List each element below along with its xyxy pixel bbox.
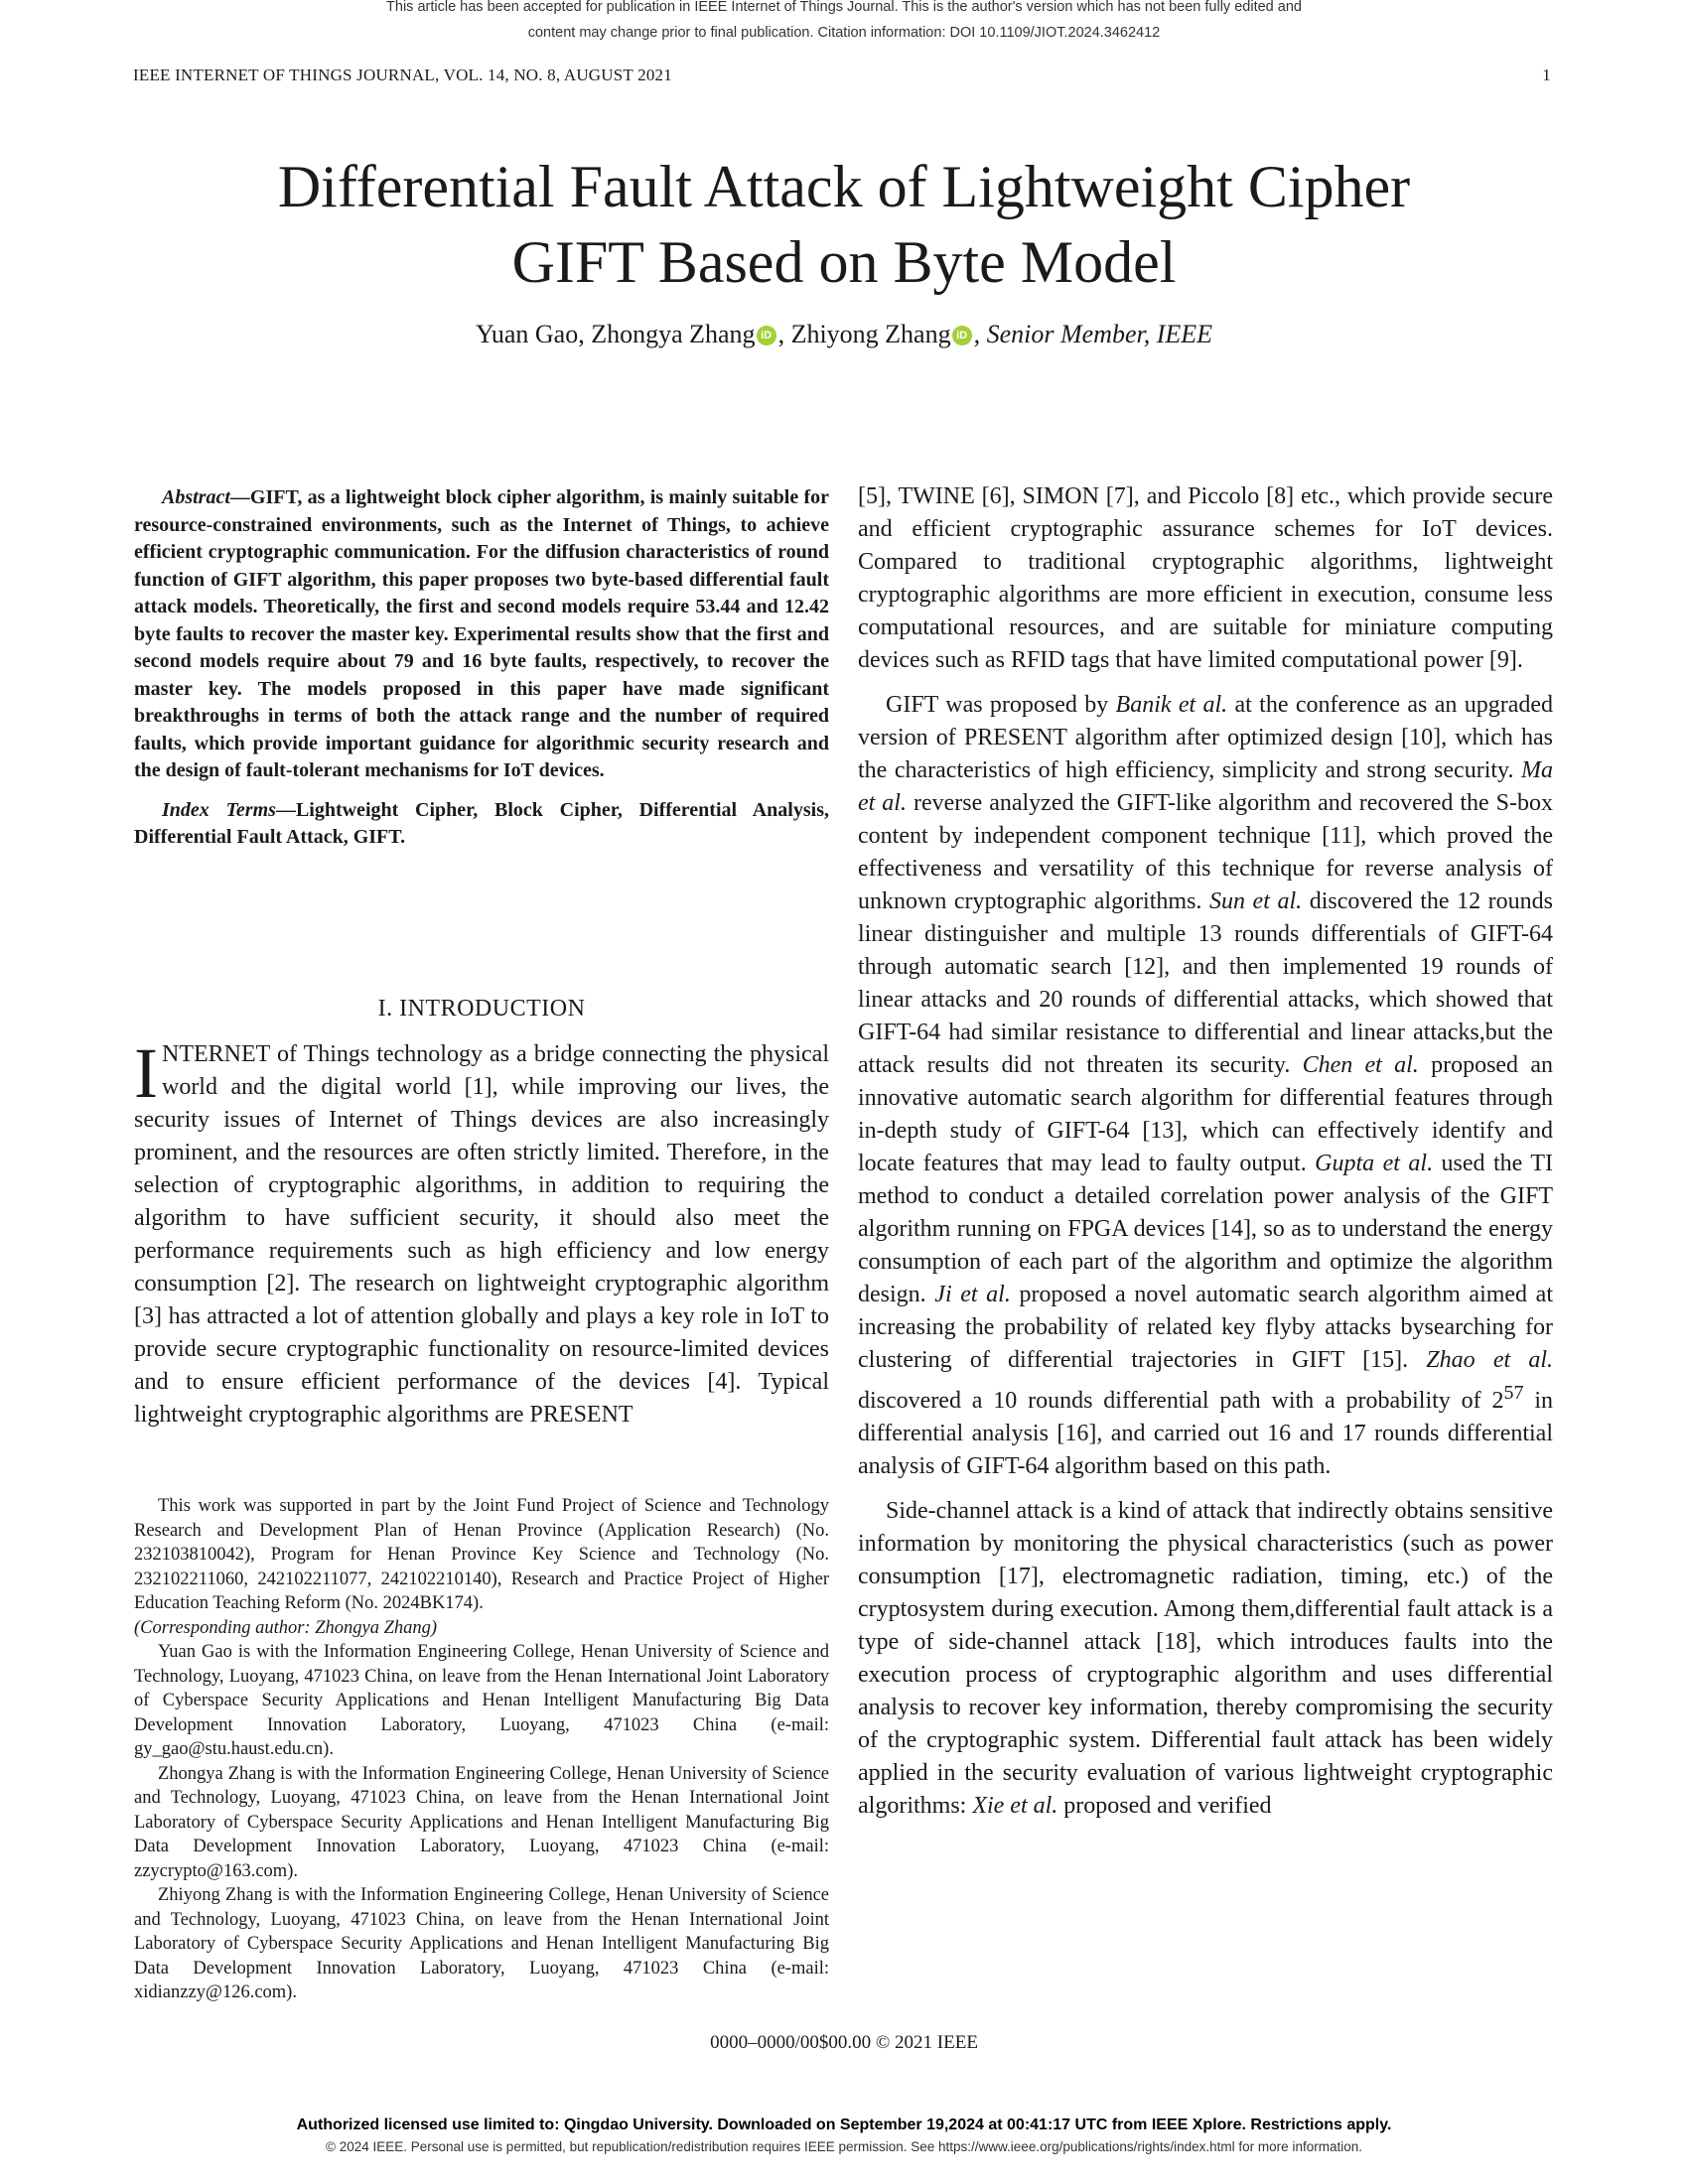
copyright-line: 0000–0000/00$00.00 © 2021 IEEE <box>710 2032 978 2053</box>
abstract-label: Abstract <box>162 486 230 508</box>
text-span: proposed and verified <box>1057 1793 1272 1819</box>
title-line-1: Differential Fault Attack of Lightweight Cipher <box>277 154 1411 219</box>
author-role: , Senior Member, IEEE <box>973 320 1213 348</box>
right-column-body <box>858 480 1553 1823</box>
notice-line-2: content may change prior to final publication. Citation information: DOI 10.1109/JIOT.2024.3462412 <box>527 25 1161 41</box>
text-span: discovered the 12 rounds linear distinguisher and multiple 13 rounds differentials of GIFT-64 through automatic search [12], and then implemented 19 rounds of linear attacks and 20 rounds of differential attacks, which showed that GIFT-64 had similar resistance to differential and linear attacks,but the attack results did not threaten its security. <box>858 888 1554 1078</box>
paper-title <box>0 149 1688 300</box>
text-span: Side-channel attack is a kind of attack that indirectly obtains sensitive information by monitoring the physical characteristics (such as power consumption [17], electromagnetic radiation, timing, etc.) of the cryptosystem during execution. Among them,differential fault attack is a type of side-channel attack [18], which introduces faults into the execution process of cryptographic algorithm and uses differential analysis to recover key information, thereby compromising the security of the cryptographic system. Differential fault attack has been widely applied in the security evaluation of various lightweight cryptographic algorithms: <box>858 1498 1553 1819</box>
orcid-icon[interactable]: iD <box>757 326 776 345</box>
author-affiliation-3: Zhiyong Zhang is with the Information Engineering College, Henan University of Science and Technology, Luoyang, 471023 China, on leave from the Henan International Joint Laboratory of Cyberspace Security Applications and Henan Intelligent Manufacturing Big Data Development Innovation Laboratory, Luoyang, 471023 China (e-mail: xidianzzy@126.com). <box>134 1885 829 2002</box>
text-span: discovered a 10 rounds differential path with a probability of 2 <box>858 1388 1504 1414</box>
abstract-paragraph <box>134 484 829 785</box>
author-ref: Xie et al. <box>972 1793 1058 1819</box>
funding-note: This work was supported in part by the Joint Fund Project of Science and Technology Research and Development Plan of Henan Province (Application Research) (No. 232103810042), Program for Henan Province Key Science and Technology (No. 232102211060, 242102211077, 242102210140), Research and Practice Project of Higher Education Teaching Reform (No. 2024BK174). <box>134 1496 829 1613</box>
author-ref: Banik et al. <box>1115 692 1228 718</box>
text-span: reverse analyzed the GIFT-like algorithm and recovered the S-box content by independent component technique [11], which proved the effectiveness and versatility of this technique for reverse analysis of unknown cryptographic algorithms. <box>858 790 1553 914</box>
text-span: proposed an innovative automatic search algorithm for differential features through in-depth study of GIFT-64 [13], which can effectively identify and locate features that may lead to faulty output. <box>858 1052 1553 1176</box>
abstract-text: —GIFT, as a lightweight block cipher algorithm, is mainly suitable for resource-constrained environments, such as the Internet of Things, to achieve efficient cryptographic communication. For the diffusion characteristics of round function of GIFT algorithm, this paper proposes two byte-based differential fault attack models. Theoretically, the first and second models require 53.44 and 12.42 byte faults to recover the master key. Experimental results show that the first and second models require about 79 and 16 byte faults, respectively, to recover the master key. The models proposed in this paper have made significant breakthroughs in terms of both the attack range and the number of required faults, which provide important guidance for algorithmic security research and the design of fault-tolerant mechanisms for IoT devices. <box>134 486 829 781</box>
page-number: 1 <box>1542 66 1551 84</box>
author-ref: Ma et al. <box>858 757 1553 816</box>
text-span: proposed a novel automatic search algorithm aimed at increasing the probability of related key flyby attacks bysearching for clustering of differential trajectories in GIFT [15]. <box>858 1282 1554 1373</box>
paragraph-2 <box>858 689 1553 1483</box>
author-names-2: , Zhiyong Zhang <box>777 320 951 348</box>
orcid-icon[interactable]: iD <box>952 326 972 345</box>
drop-cap: I <box>134 1033 158 1113</box>
text-span: used the TI method to conduct a detailed correlation power analysis of the GIFT algorithm running on FPGA devices [14], so as to understand the energy consumption of each part of the algorithm and optimize the algorithm design. <box>858 1151 1553 1307</box>
paragraph-1: [5], TWINE [6], SIMON [7], and Piccolo [8] etc., which provide secure and efficient cryptographic assurance schemes for IoT devices. Compared to traditional cryptographic algorithms, lightweight cryptographic algorithms are more efficient in execution, consume less computational resources, and are suitable for miniature computing devices such as RFID tags that have limited computational power [9]. <box>858 483 1553 673</box>
footnotes <box>134 1494 829 2005</box>
text-span: in differential analysis [16], and carried out 16 and 17 rounds differential analysis of GIFT-64 algorithm based on this path. <box>858 1388 1554 1479</box>
title-line-2: GIFT Based on Byte Model <box>511 229 1177 295</box>
abstract <box>134 484 829 852</box>
publication-notice <box>0 0 1688 46</box>
author-ref: Sun et al. <box>1208 888 1303 914</box>
rights-line: © 2024 IEEE. Personal use is permitted, but republication/redistribution requires IEEE permission. See https://www.ieee.org/publications/rights/index.html for more information. <box>326 2139 1362 2154</box>
notice-line-1: This article has been accepted for publication in IEEE Internet of Things Journal. This is the author's version which has not been fully edited and <box>386 0 1302 15</box>
author-ref: Chen et al. <box>1302 1052 1419 1078</box>
author-ref: Ji et al. <box>934 1282 1011 1307</box>
author-line <box>0 320 1688 349</box>
author-affiliation-1: Yuan Gao is with the Information Engineering College, Henan University of Science and Technology, Luoyang, 471023 China, on leave from the Henan International Joint Laboratory of Cyberspace Security Applications and Henan Intelligent Manufacturing Big Data Development Innovation Laboratory, Luoyang, 471023 China (e-mail: gy_gao@stu.haust.edu.cn). <box>134 1642 829 1759</box>
intro-text: NTERNET of Things technology as a bridge connecting the physical world and the digital world [1], while improving our lives, the security issues of Internet of Things devices are also increasingly prominent, and the resources are often strictly limited. Therefore, in the selection of cryptographic algorithms, in addition to requiring the algorithm to have sufficient security, it should also meet the performance requirements such as high efficiency and low energy consumption [2]. The research on lightweight cryptographic algorithm [3] has attracted a lot of attention globally and plays a key role in IoT to provide secure cryptographic functionality on resource-limited devices and to ensure efficient performance of the devices [4]. Typical lightweight cryptographic algorithms are PRESENT <box>134 1041 829 1428</box>
index-terms-text: —Lightweight Cipher, Block Cipher, Differential Analysis, Differential Fault Attack, GIFT. <box>134 798 829 848</box>
introduction-body <box>134 1033 829 1432</box>
running-head <box>133 66 1551 85</box>
corresponding-author: (Corresponding author: Zhongya Zhang) <box>134 1617 438 1638</box>
index-terms <box>134 797 829 852</box>
author-ref: Zhao et al. <box>1426 1347 1553 1373</box>
journal-info: IEEE INTERNET OF THINGS JOURNAL, VOL. 14, NO. 8, AUGUST 2021 <box>133 66 672 84</box>
intro-paragraph <box>134 1033 829 1432</box>
author-names: Yuan Gao, Zhongya Zhang <box>475 320 756 348</box>
exponent: 57 <box>1503 1382 1524 1404</box>
paragraph-3 <box>858 1495 1553 1823</box>
license-line: Authorized licensed use limited to: Qingdao University. Downloaded on September 19,2024 at 00:41:17 UTC from IEEE Xplore. Restrictions apply. <box>296 2116 1392 2133</box>
text-span: at the conference as an upgraded version of PRESENT algorithm after optimized design [10], which has the characteristics of high efficiency, simplicity and strong security. <box>858 692 1554 783</box>
author-ref: Gupta et al. <box>1315 1151 1434 1176</box>
text-span: GIFT was proposed by <box>886 692 1116 718</box>
author-affiliation-2: Zhongya Zhang is with the Information Engineering College, Henan University of Science and Technology, Luoyang, 471023 China, on leave from the Henan International Joint Laboratory of Cyberspace Security Applications and Henan Intelligent Manufacturing Big Data Development Innovation Laboratory, Luoyang, 471023 China (e-mail: zzycrypto@163.com). <box>134 1763 829 1881</box>
section-heading: I. INTRODUCTION <box>377 996 586 1022</box>
index-terms-label: Index Terms <box>162 798 276 821</box>
